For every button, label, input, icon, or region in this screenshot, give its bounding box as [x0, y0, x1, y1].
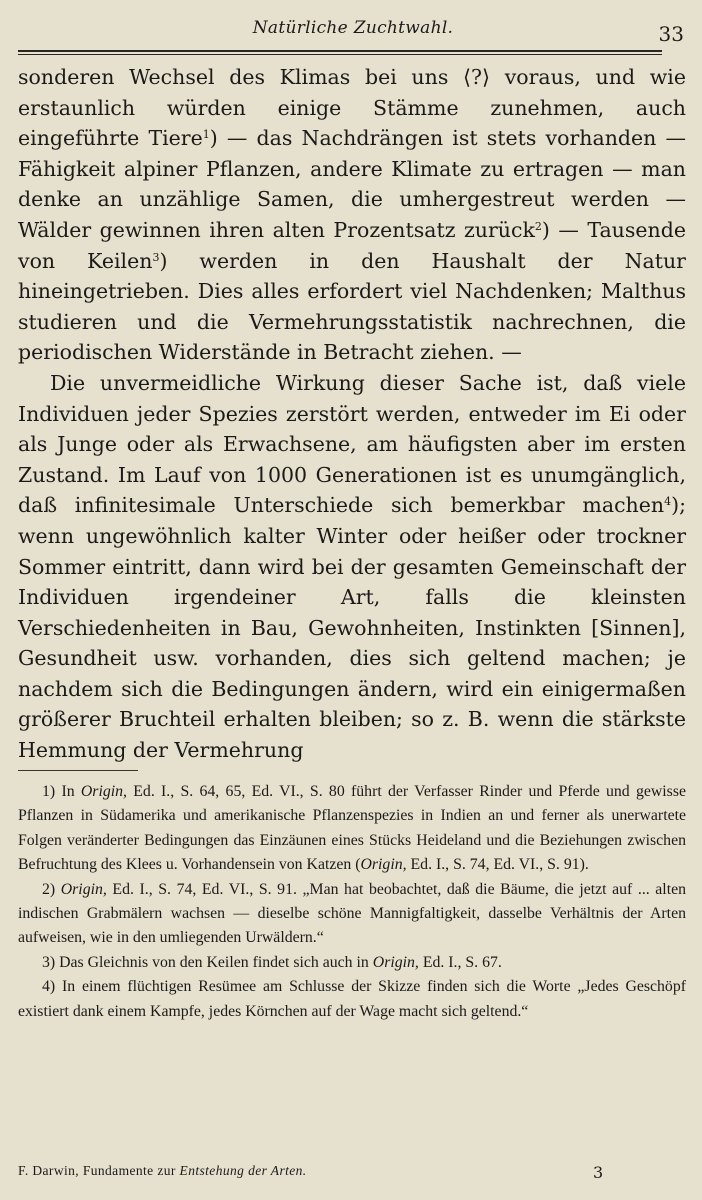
footnote-4-text: 4) In einem flüchtigen Resümee am Schlusse der Skizze finden sich die Worte „Jedes Geschöpf existiert dank einem Kampfe, jedes Körnchen auf der Wage macht sich geltend.“: [18, 978, 686, 1020]
running-title: Natürliche Zuchtwahl.: [252, 18, 454, 38]
paragraph-2-text-a: Die unvermeidliche Wirkung dieser Sache ist, daß viele Individuen jeder Spezies zerstört werden, entweder im Ei oder als Junge oder als Erwachsene, am häufigsten aber im ersten Zustand. Im Lauf von 1000 Generationen ist es unumgänglich, daß infinitesimale Unterschiede sich bemerkbar machen: [18, 370, 686, 518]
page-number: 33: [658, 22, 684, 46]
paragraph-1: [18, 62, 686, 368]
footnote-2-origin: Origin,: [60, 880, 107, 898]
footnote-3-text-2: Ed. I., S. 67.: [418, 953, 502, 971]
footnote-2-number: 2): [42, 880, 61, 898]
page-footer: [18, 1163, 686, 1187]
footnote-1-origin-2: Origin,: [360, 856, 407, 874]
footnote-1-origin: Origin,: [80, 783, 127, 800]
footnote-ref-3: 3: [152, 250, 160, 264]
footnote-4: [18, 975, 686, 1024]
footnote-1-number: 1) In: [42, 783, 81, 800]
footnote-2: [18, 878, 686, 951]
main-text: [18, 62, 686, 766]
footnote-3-origin: Origin,: [372, 953, 419, 971]
paragraph-1-text-b: ) — das Nachdrängen ist stets vorhanden — Fähigkeit alpiner Pflanzen, andere Klimate zu ertragen — man denke an unzählige Samen, die umhergestreut werden — Wälder gewinnen ihren alten Prozentsatz zurück: [18, 126, 686, 242]
footnote-3-text: 3) Das Gleichnis von den Keilen findet sich auch in: [42, 953, 373, 971]
header-rule: [18, 50, 662, 55]
paragraph-2-text-b: ); wenn ungewöhnlich kalter Winter oder heißer oder trockner Sommer eintritt, dann wird bei der gesamten Gemeinschaft der Individuen irgendeiner Art, falls die kleinsten Verschiedenheiten in Bau, Gewohnheiten, Instinkten [Sinnen], Gesundheit usw. vorhanden, dies sich geltend machen; je nachdem sich die Bedingungen ändern, wird ein einigermaßen größerer Bruchteil erhalten bleiben; so z. B. wenn die stärkste Hemmung der Vermehrung: [18, 493, 686, 763]
footnote-ref-1: 1: [202, 128, 210, 142]
footnote-ref-2: 2: [534, 219, 542, 233]
footnote-1-text: Ed. I., S. 64, 65, Ed. VI., S. 80 führt der Verfasser Rinder und Pferde und gewisse Pflanzen in Südamerika und amerikanische Pflanzenspezies in Indien an und ferner als unerwartete Folgen veränderter Bedingungen das Einzäunen eines Stücks Heideland und die Beziehungen zwischen Befruchtung des Klees u. Vorhandensein von Katzen (: [18, 783, 686, 874]
footer-credit-prefix: F. Darwin, Fundamente zur: [18, 1163, 180, 1178]
footnote-1-text-2: Ed. I., S. 74, Ed. VI., S. 91).: [406, 856, 589, 874]
footnote-2-text: Ed. I., S. 74, Ed. VI., S. 91. „Man hat beobachtet, daß die Bäume, die jetzt auf ... alten indischen Grabmälern wachsen — dieselbe schöne Mannigfaltigkeit, dasselbe Verhältnis der Arten aufweisen, wie in den umliegenden Urwäldern.“: [18, 880, 686, 947]
footnote-ref-4: 4: [664, 495, 672, 509]
running-head: [18, 18, 688, 48]
footnote-3: [18, 951, 686, 975]
footer-credit: [18, 1163, 307, 1179]
footer-credit-title: Entstehung der Arten.: [179, 1163, 307, 1178]
paragraph-1-text-c: ) — Tausende von Keilen: [18, 217, 686, 273]
paragraph-2: [18, 368, 686, 766]
signature-mark: 3: [593, 1163, 604, 1182]
paragraph-1-text-d: ) werden in den Haushalt der Natur hineingetrieben. Dies alles erfordert viel Nachdenken; Malthus studieren und die Vermehrungsstatistik nachrechnen, die periodischen Widerstände in Betracht ziehen. —: [18, 248, 686, 365]
footnote-1: [18, 780, 686, 878]
footnote-rule: [18, 770, 138, 771]
footnotes: [18, 780, 686, 1024]
paragraph-1-text-a: sonderen Wechsel des Klimas bei uns ⟨?⟩ voraus, und wie erstaunlich würden einige Stämme zunehmen, auch eingeführte Tiere: [18, 65, 686, 151]
